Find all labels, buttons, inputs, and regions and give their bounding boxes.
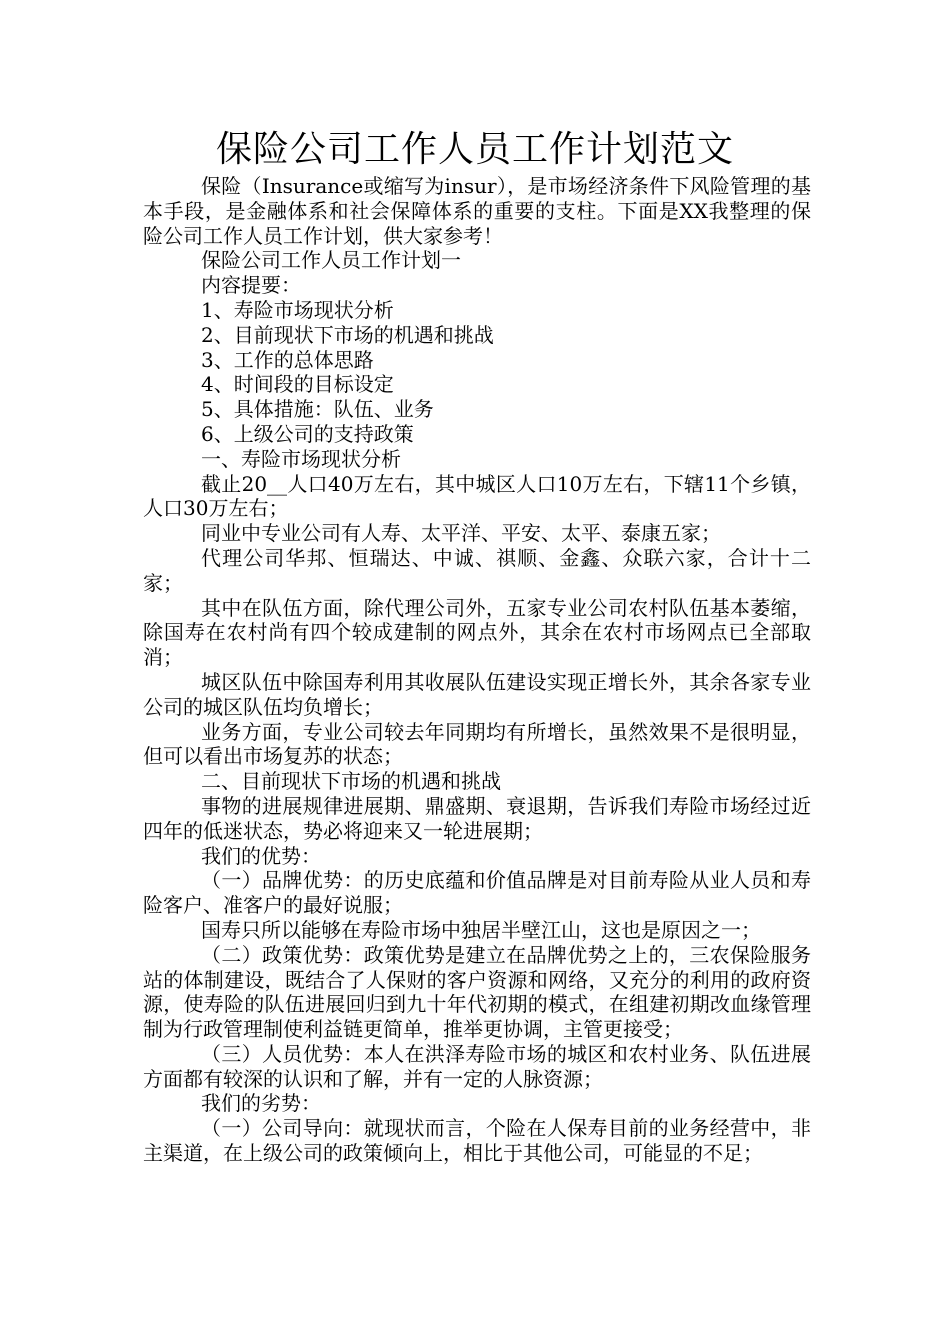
summary-item: 3、工作的总体思路 bbox=[201, 347, 374, 372]
plan-heading: 保险公司工作人员工作计划一 bbox=[201, 248, 461, 273]
body-paragraph: 城区队伍中除国寿利用其收展队伍建设实现正增长外，其余各家专业公司的城区队伍均负增长； bbox=[143, 669, 811, 719]
body-paragraph: （一）品牌优势：的历史底蕴和价值品牌是对目前寿险从业人员和寿险客户、准客户的最好说服； bbox=[143, 868, 811, 918]
section-heading: 二、目前现状下市场的机遇和挑战 bbox=[201, 769, 501, 794]
summary-item: 5、具体措施：队伍、业务 bbox=[201, 397, 434, 422]
section-heading: 一、寿险市场现状分析 bbox=[201, 446, 401, 471]
body-paragraph: 其中在队伍方面，除代理公司外，五家专业公司农村队伍基本萎缩，除国寿在农村尚有四个较成建制的网点外，其余在农村市场网点已全部取消； bbox=[143, 595, 811, 670]
summary-item: 6、上级公司的支持政策 bbox=[201, 421, 414, 446]
body-paragraph: 国寿只所以能够在寿险市场中独居半壁江山，这也是原因之一； bbox=[201, 917, 761, 942]
document-title: 保险公司工作人员工作计划范文 bbox=[215, 129, 734, 170]
body-paragraph: 截止20__人口40万左右，其中城区人口10万左右，下辖11个乡镇，人口30万左右； bbox=[143, 471, 811, 521]
subsection-label: 我们的优势： bbox=[201, 843, 321, 868]
body-paragraph: 同业中专业公司有人寿、太平洋、平安、太平、泰康五家； bbox=[201, 521, 721, 546]
intro-paragraph: 保险（Insurance或缩写为insur），是市场经济条件下风险管理的基本手段，是金融体系和社会保障体系的重要的支柱。下面是XX我整理的保险公司工作人员工作计划，供大家参考！ bbox=[143, 174, 811, 248]
summary-item: 2、目前现状下市场的机遇和挑战 bbox=[201, 322, 494, 347]
subsection-label: 我们的劣势： bbox=[201, 1091, 321, 1116]
summary-label: 内容提要： bbox=[201, 273, 301, 298]
body-paragraph: 代理公司华邦、恒瑞达、中诚、祺顺、金鑫、众联六家，合计十二家； bbox=[143, 545, 811, 595]
summary-item: 1、寿险市场现状分析 bbox=[201, 297, 394, 322]
summary-item: 4、时间段的目标设定 bbox=[201, 372, 394, 397]
body-paragraph: （二）政策优势：政策优势是建立在品牌优势之上的，三农保险服务站的体制建设，既结合了人保财的客户资源和网络，又充分的利用的政府资源，使寿险的队伍进展回归到九十年代初期的模式，在组建初期改血缘管理制为行政管理制使利益链更简单，推举更协调，主管更接受； bbox=[143, 942, 811, 1042]
document-body bbox=[143, 174, 811, 1166]
body-paragraph: 事物的进展规律进展期、鼎盛期、衰退期，告诉我们寿险市场经过近四年的低迷状态，势必将迎来又一轮进展期； bbox=[143, 793, 811, 843]
body-paragraph: （三）人员优势：本人在洪泽寿险市场的城区和农村业务、队伍进展方面都有较深的认识和了解，并有一定的人脉资源； bbox=[143, 1041, 811, 1091]
body-paragraph: （一）公司导向：就现状而言，个险在人保寿目前的业务经营中，非主渠道，在上级公司的政策倾向上，相比于其他公司，可能显的不足； bbox=[143, 1116, 811, 1166]
body-paragraph: 业务方面，专业公司较去年同期均有所增长，虽然效果不是很明显，但可以看出市场复苏的状态； bbox=[143, 719, 811, 769]
